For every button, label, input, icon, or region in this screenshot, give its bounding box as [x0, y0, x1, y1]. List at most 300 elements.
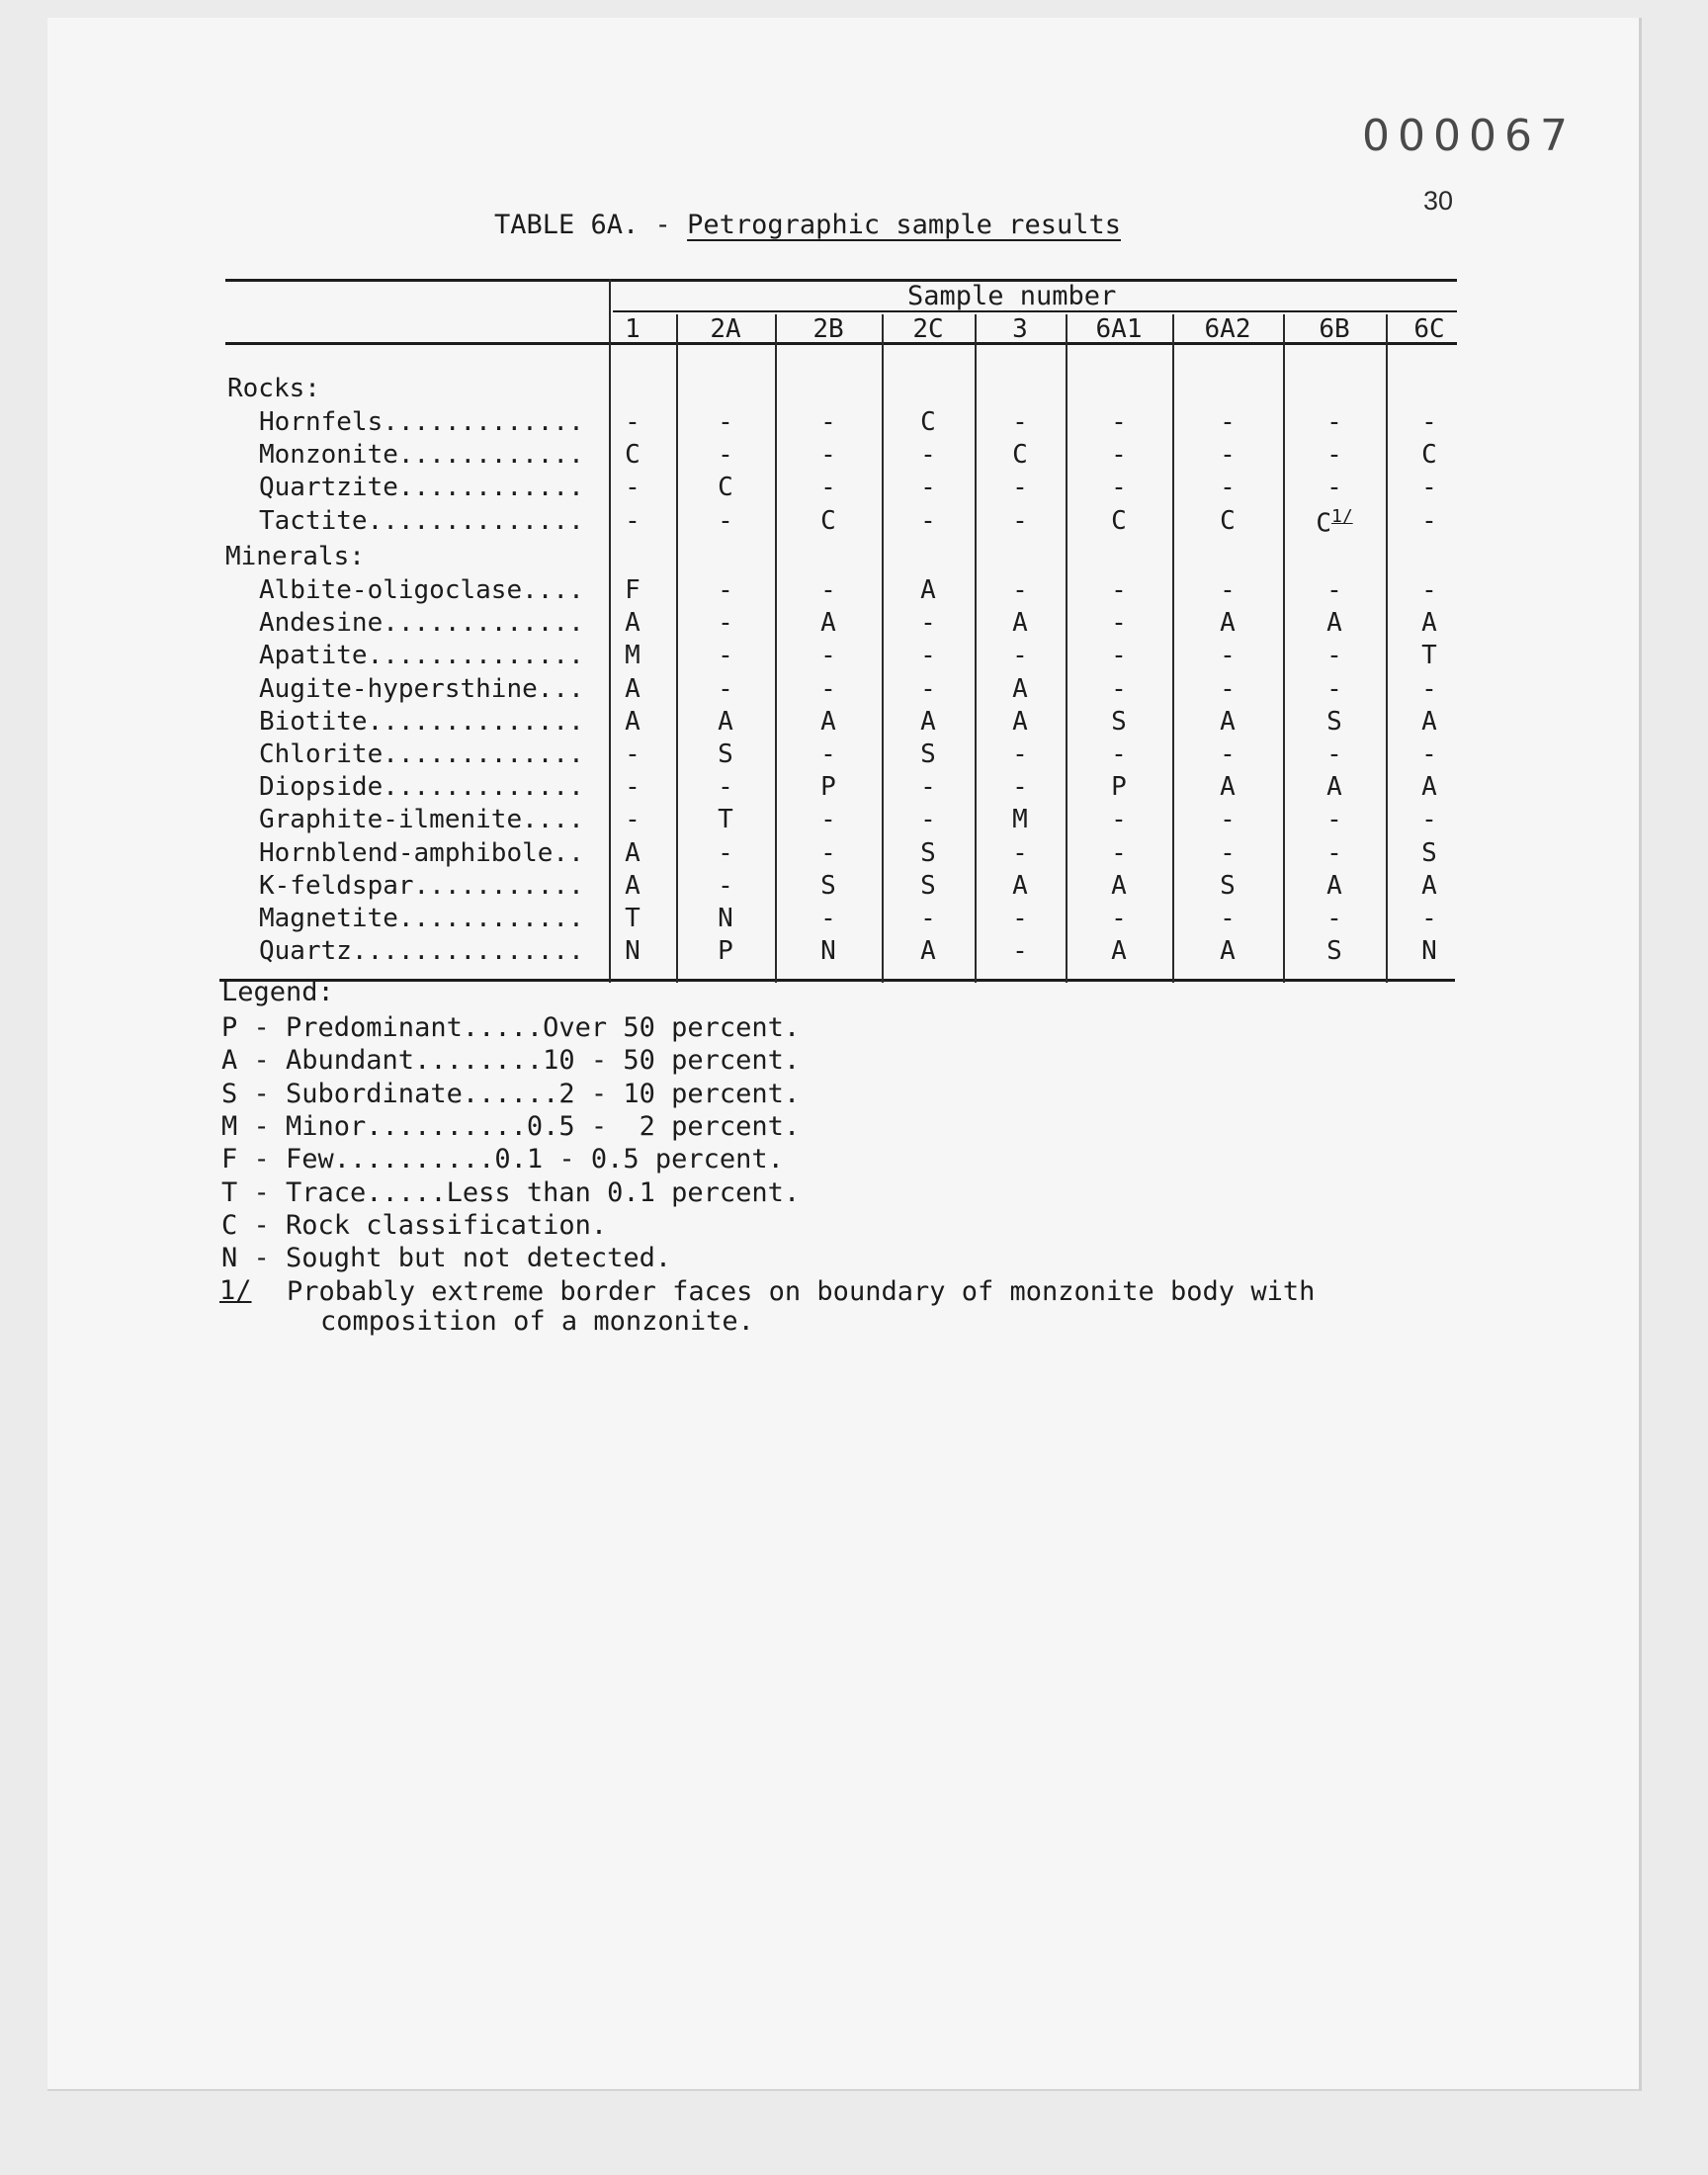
table-cell — [696, 674, 755, 704]
cell-value: - — [1012, 904, 1028, 933]
cell-value: - — [1326, 904, 1342, 933]
table-cell — [1305, 440, 1364, 470]
table-cell — [603, 740, 662, 769]
cell-value: - — [820, 407, 836, 437]
table-cell — [1305, 506, 1364, 539]
table-title — [494, 210, 1121, 240]
cell-value: - — [820, 673, 836, 704]
legend-item: N - Sought but not detected. — [221, 1243, 672, 1274]
cell-value: - — [718, 407, 733, 437]
table-cell — [1305, 407, 1364, 437]
cell-value: N — [718, 904, 733, 933]
cell-value: C — [1421, 440, 1437, 471]
cell-value: - — [1220, 673, 1236, 704]
table-bottom-rule — [219, 979, 1455, 982]
cell-value: P — [1111, 772, 1127, 803]
table-cell — [799, 707, 858, 737]
cell-value: - — [1111, 608, 1127, 639]
table-cell — [1305, 772, 1364, 802]
cell-value: - — [718, 440, 733, 471]
cell-value: - — [920, 473, 936, 503]
table-cell — [1089, 407, 1149, 437]
table-cell — [1305, 674, 1364, 704]
legend-item: C - Rock classification. — [221, 1209, 608, 1241]
cell-value: - — [625, 407, 640, 437]
table-cell — [799, 871, 858, 901]
table-cell — [799, 674, 858, 704]
table-cell — [1305, 904, 1364, 933]
table-cell — [898, 772, 958, 802]
cell-value: - — [718, 575, 733, 605]
table-cell — [799, 936, 858, 966]
table-cell — [898, 674, 958, 704]
table-cell — [696, 506, 755, 536]
table-cell — [799, 440, 858, 470]
table-cell — [898, 473, 958, 502]
cell-value: - — [1111, 440, 1127, 471]
table-cell — [603, 575, 662, 605]
table-cell — [898, 871, 958, 901]
legend-item: P - Predominant.....Over 50 percent. — [221, 1012, 801, 1043]
table-cell — [799, 506, 858, 536]
legend-item: T - Trace.....Less than 0.1 percent. — [221, 1176, 801, 1208]
column-header: 3 — [1012, 314, 1028, 344]
cell-value: - — [820, 904, 836, 933]
table-cell — [696, 575, 755, 605]
row-label: Quartzite............ — [259, 473, 584, 503]
table-cell — [990, 707, 1050, 737]
table-cell — [1305, 936, 1364, 966]
cell-value: A — [625, 673, 640, 704]
table-cell — [990, 674, 1050, 704]
table-cell — [696, 805, 755, 834]
cell-value: C — [820, 505, 836, 536]
cell-value: - — [1012, 772, 1028, 803]
table-cell — [1198, 904, 1257, 933]
table-top-rule — [225, 279, 1457, 282]
cell-value: - — [920, 440, 936, 471]
table-cell — [696, 407, 755, 437]
column-header: 1 — [625, 314, 640, 344]
column-divider — [1386, 314, 1388, 983]
table-cell — [1198, 407, 1257, 437]
table-cell — [799, 608, 858, 638]
cell-value: - — [920, 904, 936, 933]
cell-value: - — [1111, 740, 1127, 769]
table-cell — [898, 740, 958, 769]
row-label: Apatite.............. — [259, 641, 584, 671]
cell-value: A — [1220, 772, 1236, 803]
cell-value: F — [625, 575, 640, 605]
cell-value: C — [920, 407, 936, 437]
row-label: Tactite.............. — [259, 505, 584, 536]
cell-value: - — [718, 505, 733, 536]
cell-value: - — [625, 805, 640, 835]
cell-value: A — [1326, 608, 1342, 639]
table-cell — [1089, 871, 1149, 901]
cell-value: - — [1111, 673, 1127, 704]
cell-value: - — [820, 641, 836, 671]
cell-value: A — [1326, 870, 1342, 901]
row-label: Andesine............. — [259, 608, 584, 639]
table-cell — [1400, 473, 1459, 502]
table-cell — [1198, 805, 1257, 834]
table-cell — [696, 608, 755, 638]
row-label: Chlorite............. — [259, 740, 584, 769]
table-cell — [1400, 904, 1459, 933]
cell-value: A — [920, 936, 936, 967]
cell-value: T — [1421, 641, 1437, 671]
cell-value: - — [1220, 837, 1236, 868]
table-cell — [1198, 473, 1257, 502]
table-cell — [1305, 805, 1364, 834]
cell-value: A — [718, 706, 733, 737]
row-label: Graphite-ilmenite.... — [259, 805, 584, 835]
table-cell — [1198, 506, 1257, 536]
column-divider — [676, 314, 678, 983]
table-cell — [1400, 707, 1459, 737]
cell-value: - — [1326, 440, 1342, 471]
table-cell — [1089, 838, 1149, 868]
table-cell — [990, 641, 1050, 670]
cell-value: S — [1421, 837, 1437, 868]
cell-value: S — [1111, 706, 1127, 737]
cell-value: - — [920, 505, 936, 536]
row-label: Monzonite............ — [259, 440, 584, 471]
table-cell — [1089, 473, 1149, 502]
table-cell — [898, 407, 958, 437]
cell-value: - — [718, 673, 733, 704]
cell-value: C — [1316, 508, 1331, 539]
cell-value: - — [1111, 575, 1127, 605]
table-cell — [990, 936, 1050, 966]
cell-value: - — [820, 740, 836, 769]
cell-value: A — [625, 837, 640, 868]
table-cell — [603, 936, 662, 966]
table-cell — [990, 904, 1050, 933]
cell-value: - — [718, 772, 733, 803]
table-cell — [696, 641, 755, 670]
table-cell — [990, 506, 1050, 536]
cell-value: S — [1326, 706, 1342, 737]
cell-value: S — [920, 870, 936, 901]
legend-title: Legend: — [221, 977, 334, 1007]
cell-value: - — [1326, 473, 1342, 503]
cell-value: A — [920, 706, 936, 737]
table-cell — [1400, 740, 1459, 769]
cell-value: - — [820, 837, 836, 868]
table-cell — [898, 805, 958, 834]
table-cell — [898, 641, 958, 670]
cell-value: A — [1012, 706, 1028, 737]
table-cell — [696, 440, 755, 470]
cell-value: - — [1012, 641, 1028, 671]
table-cell — [799, 407, 858, 437]
table-cell — [1400, 772, 1459, 802]
cell-value: - — [1326, 673, 1342, 704]
cell-value: A — [1012, 608, 1028, 639]
table-cell — [990, 473, 1050, 502]
table-cell — [1198, 871, 1257, 901]
table-cell — [898, 608, 958, 638]
sample-number-header: Sample number — [907, 281, 1117, 311]
cell-value: A — [1111, 936, 1127, 967]
cell-value: - — [1012, 575, 1028, 605]
table-cell — [603, 473, 662, 502]
table-cell — [799, 641, 858, 670]
table-cell — [696, 740, 755, 769]
legend-item: F - Few..........0.1 - 0.5 percent. — [221, 1144, 784, 1175]
column-divider — [975, 314, 977, 983]
cell-value: - — [1326, 740, 1342, 769]
table-cell — [799, 740, 858, 769]
cell-value: A — [625, 706, 640, 737]
cell-value: P — [718, 936, 733, 967]
cell-value: - — [625, 772, 640, 803]
cell-value: - — [1326, 575, 1342, 605]
cell-value: A — [1220, 936, 1236, 967]
table-cell — [1089, 805, 1149, 834]
cell-value: A — [920, 575, 936, 605]
table-cell — [1305, 838, 1364, 868]
table-cell — [1089, 772, 1149, 802]
table-cell — [1400, 407, 1459, 437]
cell-value: C — [1220, 505, 1236, 536]
table-cell — [898, 575, 958, 605]
cell-value: A — [1012, 673, 1028, 704]
table-cell — [898, 838, 958, 868]
column-header: 2A — [710, 314, 741, 344]
cell-value: - — [1111, 641, 1127, 671]
column-divider — [775, 314, 777, 983]
table-cell — [1400, 838, 1459, 868]
cell-value: - — [1220, 740, 1236, 769]
cell-value: - — [1326, 805, 1342, 835]
table-cell — [799, 772, 858, 802]
footnote-text — [287, 1277, 1394, 1337]
table-cell — [1089, 904, 1149, 933]
footnote-mark: 1/ — [219, 1275, 252, 1306]
cell-value: - — [718, 870, 733, 901]
footnote-line-2: composition of a monzonite. — [320, 1306, 754, 1337]
table-cell — [1198, 772, 1257, 802]
table-cell — [1400, 936, 1459, 966]
cell-value: C — [718, 473, 733, 503]
cell-value: T — [718, 805, 733, 835]
cell-value: - — [1220, 641, 1236, 671]
cell-value: C — [625, 440, 640, 471]
cell-value: - — [1421, 407, 1437, 437]
table-cell — [603, 641, 662, 670]
cell-value: - — [718, 608, 733, 639]
cell-value: - — [1220, 575, 1236, 605]
column-header: 6A2 — [1204, 314, 1251, 344]
cell-value: S — [1326, 936, 1342, 967]
table-cell — [799, 838, 858, 868]
cell-value: A — [1220, 608, 1236, 639]
table-cell — [799, 473, 858, 502]
legend-item: A - Abundant........10 - 50 percent. — [221, 1045, 801, 1077]
cell-value: - — [1012, 407, 1028, 437]
row-label: Albite-oligoclase.... — [259, 575, 584, 605]
table-cell — [1400, 674, 1459, 704]
table-cell — [990, 838, 1050, 868]
table-cell — [1089, 608, 1149, 638]
cell-value: - — [1220, 407, 1236, 437]
table-cell — [1305, 740, 1364, 769]
table-cell — [1198, 740, 1257, 769]
column-divider — [1283, 314, 1285, 983]
cell-value: T — [625, 904, 640, 933]
column-header: 6B — [1319, 314, 1350, 344]
table-title-main: Petrographic sample results — [687, 210, 1121, 240]
cell-value: - — [1012, 473, 1028, 503]
table-cell — [898, 440, 958, 470]
cell-value: - — [920, 641, 936, 671]
cell-value: A — [1220, 706, 1236, 737]
row-label: Quartz............... — [259, 936, 584, 967]
cell-value: - — [1111, 837, 1127, 868]
cell-value: S — [718, 740, 733, 769]
row-label: Magnetite............ — [259, 904, 584, 933]
table-cell — [696, 936, 755, 966]
cell-value: A — [625, 608, 640, 639]
cell-value: A — [820, 706, 836, 737]
cell-value: A — [1421, 870, 1437, 901]
cell-value: - — [920, 805, 936, 835]
cell-value: A — [1012, 870, 1028, 901]
cell-value: A — [1421, 772, 1437, 803]
table-cell — [603, 904, 662, 933]
table-cell — [1400, 608, 1459, 638]
table-cell — [898, 506, 958, 536]
table-cell — [898, 936, 958, 966]
table-cell — [1305, 871, 1364, 901]
column-header: 6A1 — [1095, 314, 1143, 344]
table-cell — [1089, 641, 1149, 670]
table-cell — [799, 904, 858, 933]
table-cell — [603, 608, 662, 638]
cell-value: - — [1421, 473, 1437, 503]
table-cell — [1089, 936, 1149, 966]
cell-value: - — [718, 641, 733, 671]
cell-value: - — [625, 740, 640, 769]
table-cell — [990, 772, 1050, 802]
cell-value: A — [1421, 706, 1437, 737]
cell-value: - — [1111, 904, 1127, 933]
row-label: K-feldspar........... — [259, 870, 584, 901]
cell-value: - — [1012, 740, 1028, 769]
table-cell — [603, 805, 662, 834]
row-label: Diopside............. — [259, 772, 584, 803]
table-cell — [1198, 674, 1257, 704]
cell-value: - — [820, 473, 836, 503]
table-cell — [1305, 575, 1364, 605]
cell-value: - — [1012, 837, 1028, 868]
cell-value: S — [820, 870, 836, 901]
rocks-heading: Rocks: — [227, 374, 320, 403]
table-cell — [696, 871, 755, 901]
table-cell — [990, 805, 1050, 834]
table-cell — [990, 407, 1050, 437]
table-cell — [1400, 871, 1459, 901]
cell-value: - — [1421, 673, 1437, 704]
cell-value: S — [1220, 870, 1236, 901]
table-cell — [696, 473, 755, 502]
table-cell — [603, 407, 662, 437]
cell-value: - — [1326, 641, 1342, 671]
table-cell — [1198, 838, 1257, 868]
cell-value: - — [920, 673, 936, 704]
row-label: Hornblend-amphibole.. — [259, 837, 584, 868]
table-cell — [1198, 936, 1257, 966]
cell-value: A — [625, 870, 640, 901]
cell-value: - — [625, 505, 640, 536]
column-divider — [882, 314, 884, 983]
column-header: 6C — [1413, 314, 1445, 344]
table-cell — [1400, 506, 1459, 536]
row-label: Augite-hypersthine... — [259, 673, 584, 704]
cell-value: - — [820, 805, 836, 835]
column-divider — [1066, 314, 1068, 983]
cell-value: - — [1326, 407, 1342, 437]
table-cell — [696, 904, 755, 933]
cell-value: - — [1012, 505, 1028, 536]
cell-value: N — [820, 936, 836, 967]
cell-value: - — [625, 473, 640, 503]
table-cell — [1400, 440, 1459, 470]
column-header: 2C — [912, 314, 944, 344]
cell-value: N — [625, 936, 640, 967]
table-cell — [1089, 440, 1149, 470]
table-cell — [1089, 575, 1149, 605]
table-cell — [603, 440, 662, 470]
cell-value: - — [920, 608, 936, 639]
table-cell — [1400, 805, 1459, 834]
table-cell — [799, 805, 858, 834]
cell-value: - — [820, 575, 836, 605]
table-cell — [898, 707, 958, 737]
page-number: 30 — [1423, 186, 1454, 216]
cell-value: C — [1012, 440, 1028, 471]
table-cell — [1400, 641, 1459, 670]
row-label: Biotite.............. — [259, 706, 584, 737]
table-cell — [1400, 575, 1459, 605]
cell-value: P — [820, 772, 836, 803]
table-cell — [696, 707, 755, 737]
table-cell — [799, 575, 858, 605]
table-cell — [990, 440, 1050, 470]
table-cell — [990, 871, 1050, 901]
table-cell — [603, 506, 662, 536]
table-cell — [1305, 641, 1364, 670]
cell-value: A — [1421, 608, 1437, 639]
table-cell — [1198, 575, 1257, 605]
table-cell — [1089, 674, 1149, 704]
document-stamp-number: 000067 — [1362, 111, 1576, 161]
cell-value: - — [1326, 837, 1342, 868]
cell-value: - — [920, 772, 936, 803]
cell-value: A — [820, 608, 836, 639]
table-cell — [696, 838, 755, 868]
table-cell — [696, 772, 755, 802]
cell-value: C — [1111, 505, 1127, 536]
table-title-prefix: TABLE 6A. - — [494, 210, 688, 240]
footnote-ref: 1/ — [1330, 505, 1353, 527]
cell-value: M — [1012, 805, 1028, 835]
table-cell — [603, 838, 662, 868]
table-cell — [990, 740, 1050, 769]
